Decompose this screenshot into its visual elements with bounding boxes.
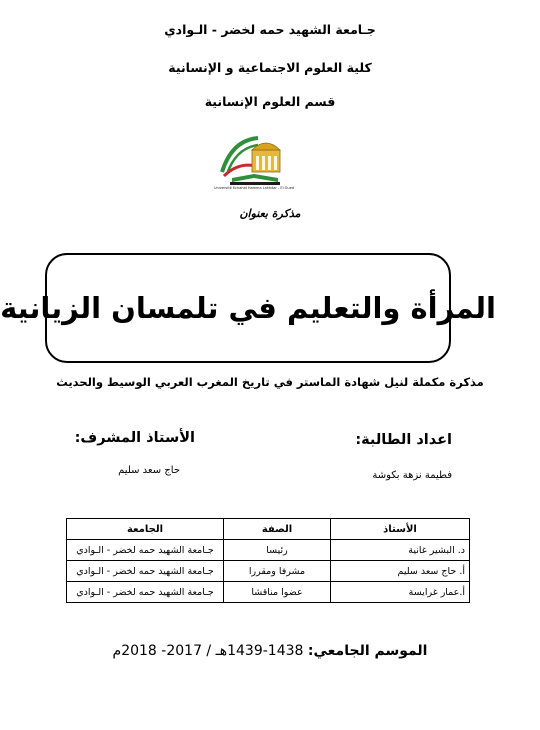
- table-row: [67, 540, 470, 561]
- jury-member-university: جـامعة الشهيد حمه لخضر - الـوادي: [67, 540, 224, 561]
- jury-member-role: رئيسا: [224, 540, 331, 561]
- jury-member-university: جـامعة الشهيد حمه لخضر - الـوادي: [67, 561, 224, 582]
- faculty-name: كلية العلوم الاجتماعية و الإنسانية: [168, 60, 372, 75]
- jury-header-name: الأستاذ: [331, 519, 470, 540]
- table-row: [67, 561, 470, 582]
- season-label: الموسم الجامعي:: [307, 643, 428, 659]
- department-name: قسم العلوم الإنسانية: [204, 94, 336, 109]
- supervisor-name: حاج سعد سليم: [118, 465, 180, 476]
- university-logo-icon: [218, 132, 288, 188]
- thesis-title: المرأة والتعليم في تلمسان الزيانية: [0, 291, 496, 325]
- jury-member-university: جـامعة الشهيد حمه لخضر - الـوادي: [67, 582, 224, 603]
- jury-member-name: أ.عمار غرايسة: [331, 582, 470, 603]
- jury-member-role: عضوا مناقشا: [224, 582, 331, 603]
- university-name: جـامعة الشهيد حمه لخضر - الـوادي: [164, 22, 376, 37]
- memo-label: مذكرة بعنوان: [239, 207, 301, 220]
- supervisor-label: الأستاذ المشرف:: [74, 430, 195, 446]
- logo-caption: Université Echahid Hamma Lakhdar - El Oued: [214, 186, 295, 190]
- table-row: [67, 582, 470, 603]
- jury-header-role: الصفة: [224, 519, 331, 540]
- jury-table: [66, 518, 470, 603]
- student-label: اعداد الطالبة:: [355, 432, 452, 448]
- jury-header-row: [67, 519, 470, 540]
- thesis-subtitle: مذكرة مكملة لنيل شهادة الماستر في تاريخ المغرب العربي الوسيط والحديث: [56, 375, 484, 389]
- jury-header-university: الجامعة: [67, 519, 224, 540]
- student-name: فطيمة نزهة بكوشة: [372, 470, 452, 481]
- title-box: [0, 253, 496, 363]
- jury-member-name: د. البشير غانية: [331, 540, 470, 561]
- academic-season: [0, 643, 540, 659]
- jury-member-role: مشرفا ومقررا: [224, 561, 331, 582]
- season-value: 1438-1439هـ / 2017- 2018م: [112, 643, 304, 659]
- jury-member-name: أ. حاج سعد سليم: [331, 561, 470, 582]
